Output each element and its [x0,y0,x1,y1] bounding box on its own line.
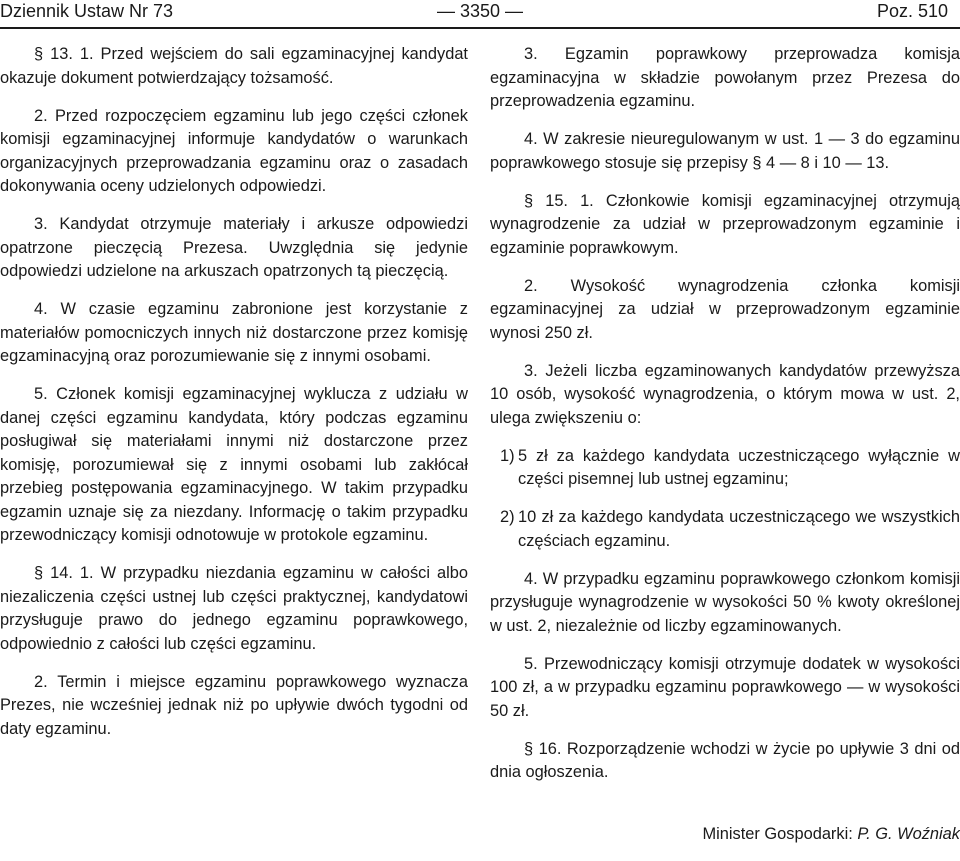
paragraph: 5. Przewodniczący komisji otrzymuje dodatek w wysokości 100 zł, a w przypadku egzaminu poprawkowego — w wysokości 50 zł. [490,654,960,720]
paragraph: § 14. 1. W przypadku niezdania egzaminu w całości albo niezaliczenia części ustnej lub części praktycznej, kandydatowi przysługuje prawo do jednego egzaminu poprawkowego, odpowiednio z całości lub części egzaminu. [0,564,468,653]
paragraph: 3. Jeżeli liczba egzaminowanych kandydatów przewyższa 10 osób, wysokość wynagrodzenia, o którym mowa w ust. 2, ulega zwiększeniu o: [490,361,960,427]
header-rule [0,27,960,29]
list-item [490,506,960,553]
paragraph: § 15. 1. Członkowie komisji egzaminacyjnej otrzymują wynagrodzenie za udział w przeprowadzonym egzaminie i egzaminie poprawkowym. [490,191,960,257]
right-column [490,43,960,861]
paragraph: 2. Przed rozpoczęciem egzaminu lub jego części członek komisji egzaminacyjnej informuje kandydatów o warunkach organizacyjnych przeprowadzania egzaminu oraz o zasadach dokonywania oceny udzielonych odpowiedzi. [0,106,468,195]
list-number: 2) [500,508,515,526]
paragraph: 4. W czasie egzaminu zabronione jest korzystanie z materiałów pomocniczych innych niż dostarczone przez komisję egzaminacyjną oraz porozumiewanie się z innymi osobami. [0,300,468,365]
left-column [0,43,468,756]
position-number: Poz. 510 [876,1,948,21]
paragraph: 3. Kandydat otrzymuje materiały i arkusze odpowiedzi opatrzone pieczęcią Prezesa. Uwzględnia się jedynie odpowiedzi udzielone na arkuszach opatrzonych tą pieczęcią. [0,215,468,280]
list-text: 5 zł za każdego kandydata uczestniczącego wyłącznie w części pisemnej lub ustnej egzaminu; [518,446,960,488]
list-text: 10 zł za każdego kandydata uczestniczącego we wszystkich częściach egzaminu. [518,508,960,550]
paragraph: 3. Egzamin poprawkowy przeprowadza komisja egzaminacyjna w składzie powołanym przez Prezesa do przeprowadzenia egzaminu. [490,45,960,110]
paragraph: 4. W zakresie nieuregulowanym w ust. 1 — 3 do egzaminu poprawkowego stosuje się przepisy § 4 — 8 i 10 — 13. [490,130,960,172]
journal-title: Dziennik Ustaw Nr 73 [0,1,174,21]
list-item [490,445,960,492]
paragraph: 4. W przypadku egzaminu poprawkowego członkom komisji przysługuje wynagrodzenie w wysokości 50 % kwoty określonej w ust. 2, niezależnie od liczby egzaminowanych. [490,569,960,635]
paragraph: 2. Wysokość wynagrodzenia członka komisji egzaminacyjnej za udział w przeprowadzonym egzaminie wynosi 250 zł. [490,276,960,342]
paragraph: § 13. 1. Przed wejściem do sali egzaminacyjnej kandydat okazuje dokument potwierdzający tożsamość. [0,45,468,87]
paragraph: 2. Termin i miejsce egzaminu poprawkowego wyznacza Prezes, nie wcześniej jednak niż po upływie dwóch tygodni od daty egzaminu. [0,672,468,738]
page-header [0,0,960,40]
signature [490,823,960,847]
paragraph: § 16. Rozporządzenie wchodzi w życie po upływie 3 dni od dnia ogłoszenia. [490,739,960,781]
paragraph: 5. Członek komisji egzaminacyjnej wyklucza z udziału w danej części egzaminu kandydata, który podczas egzaminu posługiwał się materiałami innymi niż dostarczone przez komisję, porozumiewał się z innymi osobami lub zakłócał przebieg postępowania egzaminacyjnego. W takim przypadku egzamin uznaje się za niezdany. Informację o takim przypadku przewodniczący komisji odnotowuje w protokole egzaminu. [0,385,468,544]
page-number: — 3350 — [436,1,524,21]
list-number: 1) [500,446,515,465]
signature-label: Minister Gospodarki: [702,824,853,843]
signature-name: P. G. Woźniak [857,824,960,843]
